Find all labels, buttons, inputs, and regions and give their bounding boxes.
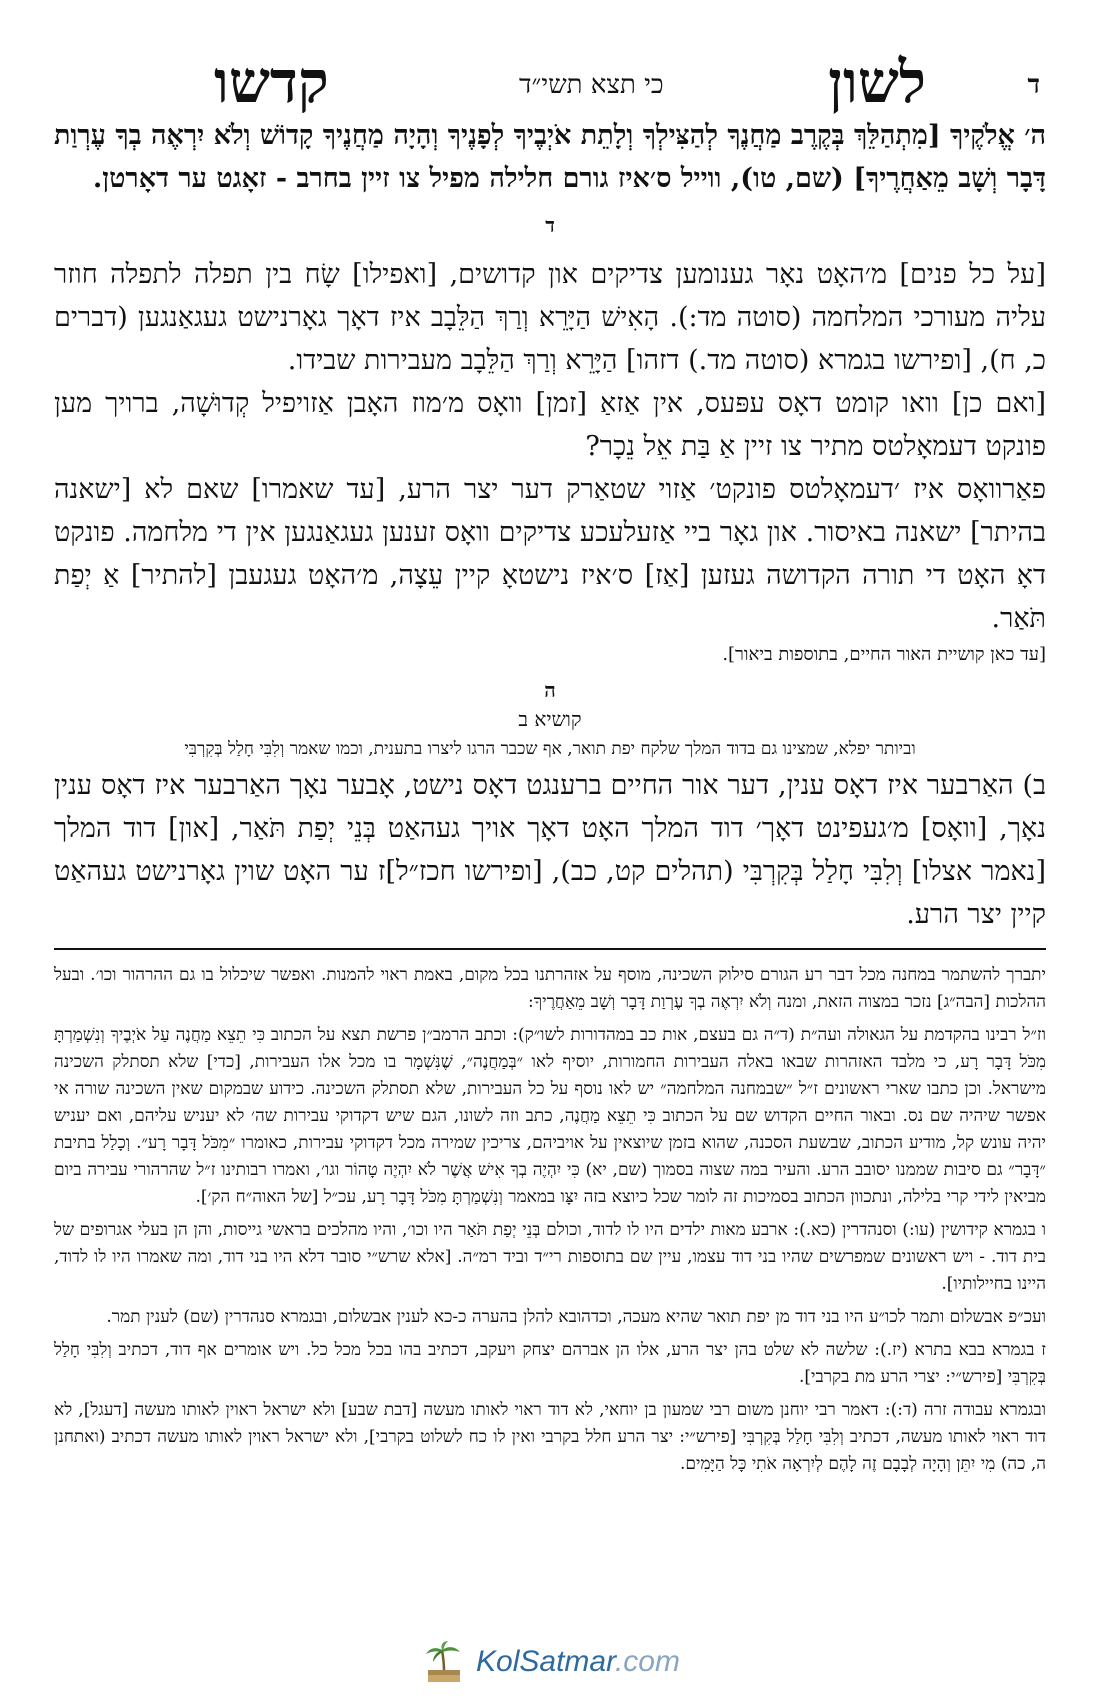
footnote-2: וז״ל רבינו בהקדמת על הגאולה ועה״ת (ד״ה גם בעצם, אות כב במהדורות לשו״ק): וכתב הרמב״ן פרשת תצא על הכתוב כִּי תֵצֵא מַחֲנֶה עַל אֹיְבֶיךָ וְנִשְׁמַרְתָּ מִכֹּל דָּבָר רָע, כי מלבד האזהרות שבאו באלה העבירות החמורות, יוסיף לאו ״בְּמַחֲנֶה״, שֶׁנִּשְׁמָר בו מכל אלו העבירות, [כדי] שלא תסתלק השכינה מישראל. וכן כתבו שארי ראשונים ז״ל ״שבמחנה המלחמה״ יש לאו נוסף על כל העבירות, שלא תסתלק השכינה. כידוע שבמקום שאין השכינה שורה אי אפשר שיהיה שם נס. ובאור החיים הקדוש שם על הכתוב כִּי תֵצֵא מַחֲנֶה, כתב וזה לשונו, הגם שיש דקדוקי עבירות שה׳ לא יעניש עליהם, ואם יעניש יהיה עונש קל, מודיע הכתוב, שבשעת הסכנה, שהוא בזמן שיוצאין על אויביהם, צריכין שמירה מכל דקדוקי עבירות, כאומרו ״מִכֹּל דָּבָר רָע״. וְכָלַל בתיבת ״דָּבָר״ גם סיבות שממנו יסובב הרע. והעיר במה שצוה בסמוך (שם, יא) כִּי יִהְיֶה בְךָ אִישׁ אֲשֶׁר לֹא יִהְיֶה טָהוֹר וגו׳, ואמרו רבותינו ז״ל שהרהורי עבירה ביום מביאין לידי קרי בלילה, ונתכוון הכתוב בסמיכות זה לומר שכל כיוצא בזה יִצָּו במאמר וְנִשְׁמַרְתָּ מִכֹּל דָּבָר רָע, עכ״ל [של האוה״ח הק׳]. <box>54 1025 1046 1207</box>
section-letter: ה <box>544 678 556 702</box>
header-title-right: לשון <box>828 48 926 116</box>
paragraph-4: פאַרוואָס איז ׳דעמאָלטס פונקט׳ אַזוי שטאַרק דער יצר הרע, [עד שאמרו] שאם לא [ישאנה בהיתר] ישאנה באיסור. און גאָר ביי אַזעלעכע צדיקים וואָס זענען געגאַנגען אין די מלחמה. פונקט דאָ האָט די תורה הקדושה געזען [אַז] ס׳איז נישטאָ קיין עֵצָה, מ׳האָט געגעבן [להתיר] אַ יְפַת תֹּאַר. <box>54 474 1046 634</box>
end-note: [עד כאן קושיית האור החיים, בתוספות ביאור]. <box>722 644 1046 665</box>
footer-logo[interactable] <box>0 1632 1100 1692</box>
header-issue: כי תצא תשי״ד <box>519 70 664 100</box>
running-header <box>54 40 1046 114</box>
section-mark-dalet: ד <box>545 213 555 237</box>
footnote-divider <box>54 948 1046 950</box>
brand-text <box>476 1645 680 1679</box>
footnote-3: ו בגמרא קידושין (עו:) וסנהדרין (כא.): ארבע מאות ילדים היו לו לדוד, וכולם בְּנֵי יְפַת תֹּאַר היו וכו׳, והיו מהלכים בראשי גייסות, והן הן בעלי אגרופים של בית דוד. - ויש ראשונים שמפרשים שהיו בני דוד עצמו, עיין שם בתוספות רי״ד וביד רמ״ה. [אלא שרש״י סובר דלא היו בני דוד, ומה שאמרו היו לו לדוד, היינו בחיילותיו]. <box>54 1220 1046 1294</box>
brand-primary: KolSatmar <box>476 1645 615 1678</box>
footnote-5: ז בגמרא בבא בתרא (יז.): שלשה לא שלט בהן יצר הרע, אלו הן אברהם יצחק ויעקב, דכתיב בהו בכל מכל כל. ויש אומרים אף דוד, דכתיב וְלִבִּי חָלַל בְּקִרְבִּי [פירש״י: יצרי הרע מת בקרבי]. <box>54 1340 1046 1387</box>
paragraph-3: [ואם כן] וואו קומט דאָס עפּעס, אין אַזאַ [זמן] וואָס מ׳מוז האָבן אַזויפיל קְדוּשָׁה, ברויך מען פונקט דעמאָלטס מתיר צו זיין אַ בַּת אֵל נֵכָר? <box>54 388 1046 462</box>
section-title: קושיא ב <box>518 707 582 731</box>
page-number: ד <box>1027 70 1040 100</box>
footnote-1: יתברך להשתמר במחנה מכל דבר רע הגורם סילוק השכינה, מוסף על אזהרתנו בכל מקום, באמת ראוי להמנות. ואפשר שיכלול בו גם ההרהור וכו׳. ובעל ההלכות [הבה״ג] נזכר במצוה הזאת, ומנה וְלֹא יִרְאֶה בְךָ עֶרְוַת דָּבָר וְשָׁב מֵאַחֲרֶיךָ: <box>54 965 1046 1012</box>
footnote-4: ועכ״פ אבשלום ותמר לכו״ע היו בני דוד מן יפת תואר שהיא מעכה, וכדהובא להלן בהערה כ-כא לענין אבשלום, ובגמרא סנהדרין (שם) לענין תמר. <box>106 1307 1046 1327</box>
section-heading <box>54 676 1046 764</box>
paragraph-5: ב) האַרבער איז דאָס ענין, דער אור החיים ברענגט דאָס נישט, אָבער נאָך האַרבער איז דאָס ענין נאָך, [וואָס] מ׳געפינט דאָך׳ דוד המלך האָט דאָך אויך געהאַט בְּנֵי יְפַת תֹּאַר, [און] דוד המלך [נאמר אצלו] וְלִבִּי חָלַל בְּקִרְבִּי (תהלים קט, כב), [ופירשו חכז״ל]ז ער האָט שוין גאָרנישט געהאַט קיין יצר הרע. <box>54 770 1046 930</box>
paragraph-1: ה׳ אֱלֹקֶיךָ [מִתְהַלֵּךְ בְּקֶרֶב מַחֲנֶךָ לְהַצִּילְךָ וְלָתֵת אֹיְבֶיךָ לְפָנֶיךָ וְהָיָה מַחֲנֶיךָ קָדוֹשׁ וְלֹא יִרְאֶה בְךָ עֶרְוַת דָּבָר וְשָׁב מֵאַחֲרֶיךָ] (שם, טו), ווייל ס׳איז גורם חלילה מפיל צו זיין בחרב - זאָגט ער דאָרטן. <box>54 120 1046 194</box>
brand-suffix: .com <box>614 1645 680 1678</box>
header-title-left: קדשו <box>214 48 329 116</box>
palm-tree-book-icon <box>420 1638 468 1686</box>
footnotes <box>54 962 1046 1478</box>
main-text <box>54 114 1046 936</box>
section-intro: וביותר יפלא, שמצינו גם בדוד המלך שלקח יפת תואר, אף שכבר הרגו ליצרו בתענית, וכמו שאמר וְלִבִּי חָלַל בְּקִרְבִּי <box>184 739 916 759</box>
footnote-6: ובגמרא עבודה זרה (ד:): דאמר רבי יוחנן משום רבי שמעון בן יוחאי, לא דוד ראוי לאותו מעשה [דבת שבע] ולא ישראל ראוין לאותו מעשה [דעגל], לא דוד ראוי לאותו מעשה, דכתיב וְלִבִּי חָלַל בְּקִרְבִּי [פירש״י: יצר הרע חלל בקרבי ואין לו כח לשלוט בקרבי], ולא ישראל ראוין לאותו מעשה דכתיב (ואתחנן ה, כה) מִי יִתֵּן וְהָיָה לְבָבָם זֶה לָהֶם לְיִרְאָה אֹתִי כָּל הַיָּמִים. <box>54 1400 1046 1474</box>
paragraph-2: [על כל פנים] מ׳האָט נאָר גענומען צדיקים און קדושים, [ואפילו] שָׂח בין תפלה לתפלה חוזר עליה מעורכי המלחמה (סוטה מד:). הָאִישׁ הַיָּרֵא וְרַךְ הַלֵּבָב איז דאָך גאָרנישט געגאַנגען (דברים כ, ח), [ופירשו בגמרא (סוטה מד.) דזהו] הַיָּרֵא וְרַךְ הַלֵּבָב מעבירות שבידו. <box>54 259 1046 376</box>
